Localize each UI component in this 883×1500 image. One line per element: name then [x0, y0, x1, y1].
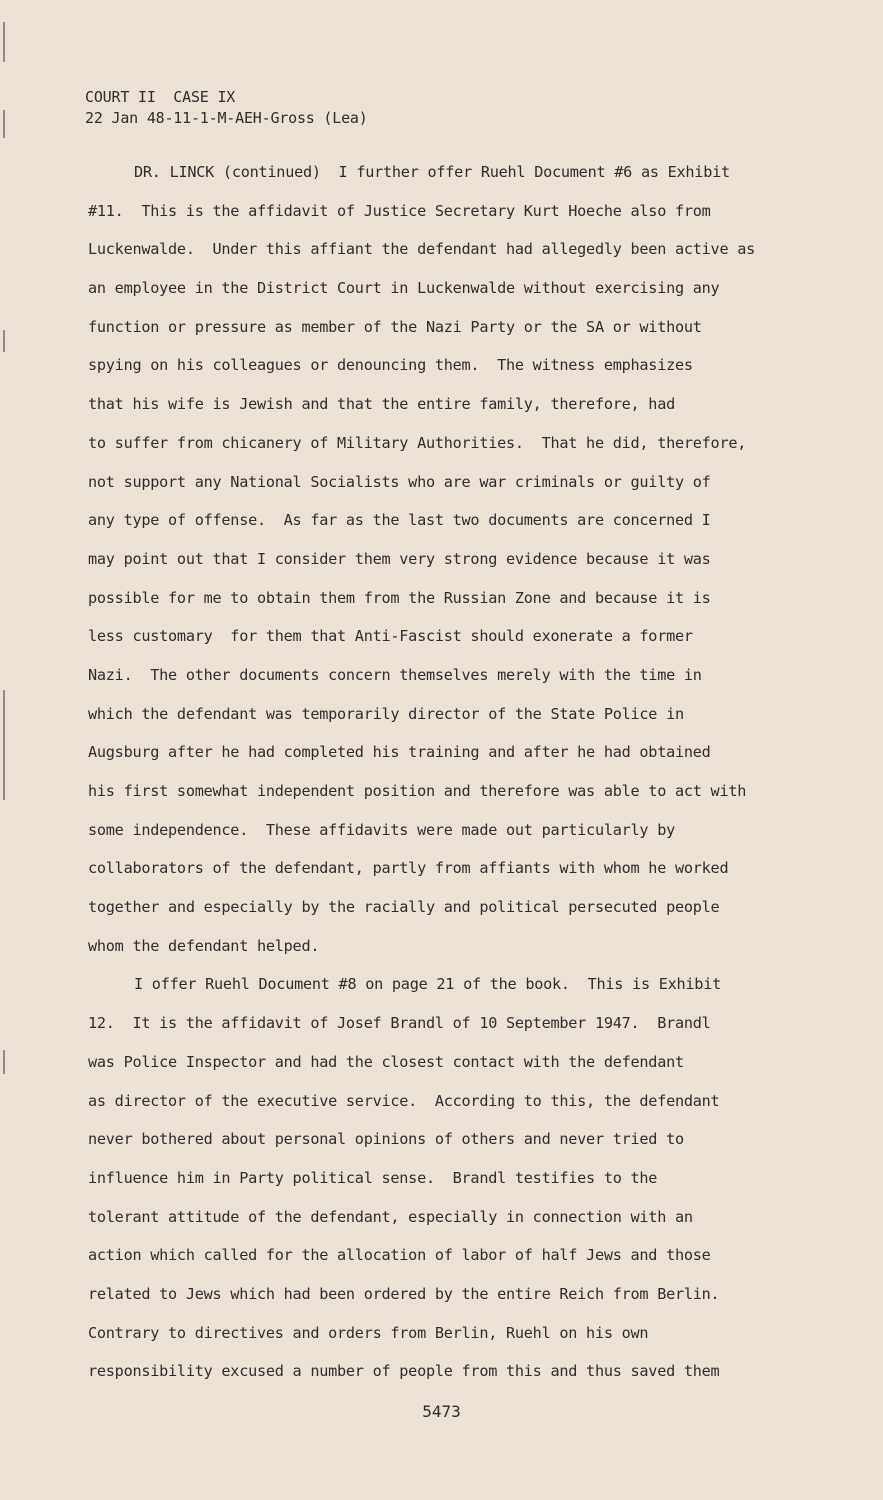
binding-edge-marks [0, 0, 16, 1500]
document-header [85, 87, 368, 129]
text-line: spying on his colleagues or denouncing them. The witness emphasizes [88, 356, 693, 375]
transcript-reference-line: 22 Jan 48-11-1-M-AEH-Gross (Lea) [85, 109, 368, 127]
text-line: DR. LINCK (continued) I further offer Ruehl Document #6 as Exhibit [134, 163, 730, 181]
text-line: as director of the executive service. According to this, the defendant [88, 1091, 720, 1110]
text-line: to suffer from chicanery of Military Authorities. That he did, therefore, [88, 433, 747, 452]
transcript-body [88, 158, 818, 1396]
text-line: 12. It is the affidavit of Josef Brandl of 10 September 1947. Brandl [88, 1014, 711, 1033]
text-line: action which called for the allocation of labor of half Jews and those [88, 1246, 711, 1265]
text-line: less customary for them that Anti-Fascist should exonerate a former [88, 627, 693, 646]
text-line: collaborators of the defendant, partly from affiants with whom he worked [88, 859, 729, 878]
text-line: Contrary to directives and orders from Berlin, Ruehl on his own [88, 1323, 649, 1342]
text-line: his first somewhat independent position and therefore was able to act with [88, 782, 747, 800]
text-line: Luckenwalde. Under this affiant the defendant had allegedly been active as [88, 240, 756, 259]
text-line: related to Jews which had been ordered by the entire Reich from Berlin. [88, 1284, 720, 1303]
text-line: some independence. These affidavits were made out particularly by [88, 820, 675, 839]
court-case-line: COURT II CASE IX [85, 88, 236, 106]
text-line: Augsburg after he had completed his training and after he had obtained [88, 743, 711, 762]
text-line: was Police Inspector and had the closest contact with the defendant [88, 1052, 684, 1071]
text-line: that his wife is Jewish and that the entire family, therefore, had [88, 395, 675, 414]
text-line: Nazi. The other documents concern themselves merely with the time in [88, 665, 702, 684]
text-line: which the defendant was temporarily director of the State Police in [88, 704, 684, 723]
text-line: an employee in the District Court in Luckenwalde without exercising any [88, 279, 720, 298]
text-line: function or pressure as member of the Nazi Party or the SA or without [88, 317, 702, 336]
text-line: together and especially by the racially and political persecuted people [88, 898, 720, 917]
text-line: not support any National Socialists who are war criminals or guilty of [88, 472, 711, 491]
text-line: never bothered about personal opinions of others and never tried to [88, 1130, 684, 1149]
text-line: influence him in Party political sense. Brandl testifies to the [88, 1168, 658, 1187]
text-line: any type of offense. As far as the last two documents are concerned I [88, 511, 711, 530]
text-line: whom the defendant helped. [88, 936, 320, 955]
text-line: I offer Ruehl Document #8 on page 21 of the book. This is Exhibit [134, 975, 721, 994]
page-number: 5473 [422, 1402, 461, 1421]
text-line: responsibility excused a number of people from this and thus saved them [88, 1362, 720, 1381]
text-line: #11. This is the affidavit of Justice Secretary Kurt Hoeche also from [88, 201, 711, 220]
text-line: tolerant attitude of the defendant, especially in connection with an [88, 1207, 693, 1226]
text-line: possible for me to obtain them from the Russian Zone and because it is [88, 588, 711, 607]
text-line: may point out that I consider them very strong evidence because it was [88, 549, 711, 568]
